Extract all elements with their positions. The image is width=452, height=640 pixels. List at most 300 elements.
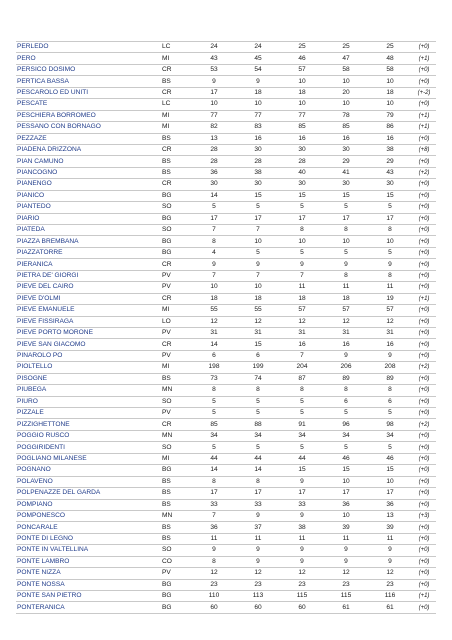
change-value: (+0) [412, 465, 436, 476]
count-5: 11 [368, 282, 412, 293]
table-row [16, 293, 436, 304]
province-code: MI [148, 362, 192, 373]
count-3: 11 [280, 533, 324, 544]
province-code: BS [148, 76, 192, 87]
count-5: 8 [368, 385, 412, 396]
change-value: (+0) [412, 179, 436, 190]
municipality-name: PIZZALE [16, 408, 148, 419]
count-2: 24 [236, 42, 280, 53]
count-1: 85 [192, 419, 236, 430]
table-row [16, 179, 436, 190]
municipality-name: PIANTEDO [16, 202, 148, 213]
table-row [16, 442, 436, 453]
count-3: 46 [280, 53, 324, 64]
count-3: 5 [280, 408, 324, 419]
count-2: 14 [236, 465, 280, 476]
count-1: 12 [192, 316, 236, 327]
municipality-name: PIATEDA [16, 225, 148, 236]
province-code: BS [148, 133, 192, 144]
count-2: 28 [236, 156, 280, 167]
count-3: 87 [280, 373, 324, 384]
municipality-name: POGNANO [16, 465, 148, 476]
count-5: 98 [368, 419, 412, 430]
count-2: 16 [236, 133, 280, 144]
change-value: (+0) [412, 350, 436, 361]
change-value: (+0) [412, 236, 436, 247]
change-value: (+0) [412, 442, 436, 453]
count-4: 30 [324, 179, 368, 190]
count-5: 23 [368, 579, 412, 590]
change-value: (+0) [412, 225, 436, 236]
count-3: 115 [280, 591, 324, 602]
count-1: 73 [192, 373, 236, 384]
count-4: 8 [324, 225, 368, 236]
province-code: BG [148, 579, 192, 590]
province-code: PV [148, 282, 192, 293]
change-value: (+0) [412, 476, 436, 487]
municipality-name: PIERANICA [16, 259, 148, 270]
count-4: 16 [324, 133, 368, 144]
count-1: 8 [192, 556, 236, 567]
count-3: 9 [280, 510, 324, 521]
count-3: 8 [280, 225, 324, 236]
table-row [16, 533, 436, 544]
count-1: 23 [192, 579, 236, 590]
count-3: 23 [280, 579, 324, 590]
count-3: 7 [280, 270, 324, 281]
table-row [16, 167, 436, 178]
municipality-name: PIANCOGNO [16, 167, 148, 178]
count-4: 10 [324, 476, 368, 487]
municipality-name: POGGIRIDENTI [16, 442, 148, 453]
count-4: 61 [324, 602, 368, 613]
count-1: 14 [192, 339, 236, 350]
table-row [16, 64, 436, 75]
count-5: 39 [368, 522, 412, 533]
change-value: (+0) [412, 282, 436, 293]
count-2: 10 [236, 236, 280, 247]
change-value: (+2) [412, 362, 436, 373]
count-2: 60 [236, 602, 280, 613]
count-3: 16 [280, 133, 324, 144]
municipality-name: PIAZZA BREMBANA [16, 236, 148, 247]
province-code: CR [148, 259, 192, 270]
count-1: 28 [192, 144, 236, 155]
table-row [16, 591, 436, 602]
count-4: 23 [324, 579, 368, 590]
province-code: LC [148, 99, 192, 110]
count-3: 5 [280, 396, 324, 407]
count-3: 91 [280, 419, 324, 430]
change-value: (+0) [412, 202, 436, 213]
province-code: CR [148, 64, 192, 75]
table-row [16, 419, 436, 430]
count-3: 77 [280, 110, 324, 121]
table-row [16, 579, 436, 590]
municipality-name: PONTE IN VALTELLINA [16, 545, 148, 556]
table-row [16, 236, 436, 247]
municipality-name: PIANICO [16, 190, 148, 201]
table-row [16, 488, 436, 499]
table-row [16, 133, 436, 144]
table-row [16, 144, 436, 155]
province-code: SO [148, 202, 192, 213]
count-2: 38 [236, 167, 280, 178]
change-value: (+0) [412, 76, 436, 87]
province-code: BS [148, 476, 192, 487]
count-5: 17 [368, 213, 412, 224]
change-value: (+1) [412, 53, 436, 64]
table-row [16, 568, 436, 579]
count-4: 78 [324, 110, 368, 121]
count-5: 34 [368, 430, 412, 441]
municipality-name: PIARIO [16, 213, 148, 224]
count-2: 9 [236, 556, 280, 567]
table-row [16, 430, 436, 441]
count-4: 206 [324, 362, 368, 373]
province-code: BS [148, 533, 192, 544]
count-3: 9 [280, 259, 324, 270]
municipality-name: PIANENGO [16, 179, 148, 190]
province-code: CR [148, 339, 192, 350]
table-row [16, 190, 436, 201]
count-3: 38 [280, 522, 324, 533]
table-row [16, 545, 436, 556]
change-value: (+0) [412, 430, 436, 441]
count-1: 18 [192, 293, 236, 304]
count-5: 15 [368, 465, 412, 476]
count-2: 7 [236, 225, 280, 236]
municipality-name: PIEVE EMANUELE [16, 305, 148, 316]
municipality-name: PINAROLO PO [16, 350, 148, 361]
change-value: (+0) [412, 488, 436, 499]
count-3: 18 [280, 87, 324, 98]
province-code: CR [148, 144, 192, 155]
count-5: 8 [368, 270, 412, 281]
count-2: 23 [236, 579, 280, 590]
count-5: 15 [368, 190, 412, 201]
count-5: 46 [368, 453, 412, 464]
count-5: 13 [368, 510, 412, 521]
count-3: 10 [280, 99, 324, 110]
province-code: BS [148, 499, 192, 510]
province-code: PV [148, 350, 192, 361]
change-value: (+0) [412, 316, 436, 327]
count-4: 15 [324, 465, 368, 476]
count-2: 30 [236, 144, 280, 155]
count-3: 85 [280, 122, 324, 133]
count-2: 5 [236, 202, 280, 213]
change-value: (+0) [412, 99, 436, 110]
count-2: 45 [236, 53, 280, 64]
province-code: SO [148, 545, 192, 556]
municipality-name: PIEVE SAN GIACOMO [16, 339, 148, 350]
count-1: 5 [192, 202, 236, 213]
count-2: 11 [236, 533, 280, 544]
count-1: 7 [192, 225, 236, 236]
table-row [16, 327, 436, 338]
count-1: 82 [192, 122, 236, 133]
province-code: BS [148, 373, 192, 384]
province-code: SO [148, 225, 192, 236]
count-4: 12 [324, 316, 368, 327]
table-row [16, 99, 436, 110]
count-3: 30 [280, 144, 324, 155]
change-value: (+0) [412, 339, 436, 350]
table-row [16, 213, 436, 224]
count-5: 57 [368, 305, 412, 316]
municipality-name: PIUBEGA [16, 385, 148, 396]
count-4: 8 [324, 385, 368, 396]
change-value: (+-2) [412, 87, 436, 98]
change-value: (+0) [412, 190, 436, 201]
count-3: 57 [280, 64, 324, 75]
count-2: 113 [236, 591, 280, 602]
count-4: 5 [324, 442, 368, 453]
table-row [16, 453, 436, 464]
table-row [16, 247, 436, 258]
province-code: BG [148, 591, 192, 602]
count-1: 17 [192, 87, 236, 98]
count-3: 5 [280, 442, 324, 453]
count-1: 4 [192, 247, 236, 258]
municipality-name: PIETRA DE' GIORGI [16, 270, 148, 281]
count-3: 28 [280, 156, 324, 167]
count-2: 18 [236, 87, 280, 98]
count-2: 12 [236, 316, 280, 327]
province-code: BG [148, 465, 192, 476]
count-5: 9 [368, 259, 412, 270]
count-1: 5 [192, 408, 236, 419]
province-code: CR [148, 87, 192, 98]
count-2: 33 [236, 499, 280, 510]
province-code: BG [148, 213, 192, 224]
table-row [16, 465, 436, 476]
count-4: 17 [324, 488, 368, 499]
count-1: 8 [192, 236, 236, 247]
count-3: 40 [280, 167, 324, 178]
count-2: 55 [236, 305, 280, 316]
count-4: 12 [324, 568, 368, 579]
count-1: 30 [192, 179, 236, 190]
municipality-name: PONCARALE [16, 522, 148, 533]
count-4: 34 [324, 430, 368, 441]
count-3: 31 [280, 327, 324, 338]
count-4: 20 [324, 87, 368, 98]
count-1: 53 [192, 64, 236, 75]
count-2: 8 [236, 476, 280, 487]
change-value: (+0) [412, 270, 436, 281]
count-5: 5 [368, 202, 412, 213]
province-code: CR [148, 419, 192, 430]
count-1: 7 [192, 270, 236, 281]
province-code: MN [148, 385, 192, 396]
count-1: 24 [192, 42, 236, 53]
municipality-name: PIEVE D'OLMI [16, 293, 148, 304]
count-2: 5 [236, 408, 280, 419]
table-body [16, 42, 436, 614]
table-row [16, 305, 436, 316]
count-1: 6 [192, 350, 236, 361]
count-1: 77 [192, 110, 236, 121]
province-code: MI [148, 305, 192, 316]
table-row [16, 110, 436, 121]
change-value: (+0) [412, 213, 436, 224]
count-2: 54 [236, 64, 280, 75]
province-code: CO [148, 556, 192, 567]
change-value: (+1) [412, 293, 436, 304]
count-4: 11 [324, 282, 368, 293]
table-row [16, 408, 436, 419]
change-value: (+0) [412, 602, 436, 613]
count-1: 31 [192, 327, 236, 338]
change-value: (+1) [412, 591, 436, 602]
count-4: 31 [324, 327, 368, 338]
change-value: (+0) [412, 156, 436, 167]
municipality-name: PONTE NIZZA [16, 568, 148, 579]
province-code: BG [148, 602, 192, 613]
province-code: LC [148, 42, 192, 53]
count-4: 17 [324, 213, 368, 224]
table-row [16, 42, 436, 53]
municipality-name: PONTE NOSSA [16, 579, 148, 590]
province-code: SO [148, 396, 192, 407]
change-value: (+0) [412, 568, 436, 579]
count-1: 8 [192, 385, 236, 396]
count-3: 18 [280, 293, 324, 304]
count-5: 38 [368, 144, 412, 155]
municipality-name: PERLEDO [16, 42, 148, 53]
count-4: 10 [324, 76, 368, 87]
count-1: 28 [192, 156, 236, 167]
count-2: 34 [236, 430, 280, 441]
table-row [16, 316, 436, 327]
count-5: 19 [368, 293, 412, 304]
municipality-name: PIEVE PORTO MORONE [16, 327, 148, 338]
count-3: 204 [280, 362, 324, 373]
change-value: (+0) [412, 579, 436, 590]
count-5: 48 [368, 53, 412, 64]
count-5: 116 [368, 591, 412, 602]
count-2: 17 [236, 213, 280, 224]
table-row [16, 76, 436, 87]
count-4: 85 [324, 122, 368, 133]
count-2: 9 [236, 510, 280, 521]
count-3: 10 [280, 76, 324, 87]
count-3: 33 [280, 499, 324, 510]
province-code: BS [148, 156, 192, 167]
municipality-name: POMPIANO [16, 499, 148, 510]
province-code: SO [148, 442, 192, 453]
count-1: 55 [192, 305, 236, 316]
count-2: 9 [236, 259, 280, 270]
province-code: MN [148, 510, 192, 521]
count-2: 83 [236, 122, 280, 133]
count-1: 36 [192, 167, 236, 178]
table-row [16, 499, 436, 510]
province-code: CR [148, 179, 192, 190]
count-1: 5 [192, 396, 236, 407]
table-row [16, 350, 436, 361]
count-5: 9 [368, 556, 412, 567]
count-4: 11 [324, 533, 368, 544]
count-2: 9 [236, 545, 280, 556]
change-value: (+0) [412, 499, 436, 510]
count-5: 10 [368, 99, 412, 110]
province-code: CR [148, 293, 192, 304]
table-row [16, 556, 436, 567]
province-code: BG [148, 190, 192, 201]
count-1: 43 [192, 53, 236, 64]
table-row [16, 396, 436, 407]
table-row [16, 362, 436, 373]
count-3: 5 [280, 202, 324, 213]
change-value: (+0) [412, 259, 436, 270]
municipality-name: PIAZZATORRE [16, 247, 148, 258]
count-1: 44 [192, 453, 236, 464]
count-2: 44 [236, 453, 280, 464]
count-5: 6 [368, 396, 412, 407]
count-1: 10 [192, 282, 236, 293]
province-code: MI [148, 110, 192, 121]
municipality-name: PIADENA DRIZZONA [16, 144, 148, 155]
municipality-name: PIEVE FISSIRAGA [16, 316, 148, 327]
change-value: (+0) [412, 373, 436, 384]
count-5: 43 [368, 167, 412, 178]
change-value: (+0) [412, 533, 436, 544]
count-2: 10 [236, 282, 280, 293]
count-4: 46 [324, 453, 368, 464]
count-3: 9 [280, 545, 324, 556]
count-4: 25 [324, 42, 368, 53]
count-1: 36 [192, 522, 236, 533]
table-row [16, 385, 436, 396]
count-3: 11 [280, 282, 324, 293]
table-row [16, 282, 436, 293]
province-code: BG [148, 247, 192, 258]
count-4: 8 [324, 270, 368, 281]
change-value: (+0) [412, 396, 436, 407]
count-5: 9 [368, 545, 412, 556]
count-3: 57 [280, 305, 324, 316]
count-5: 17 [368, 488, 412, 499]
count-1: 7 [192, 510, 236, 521]
count-3: 9 [280, 476, 324, 487]
municipality-name: PESCAROLO ED UNITI [16, 87, 148, 98]
count-4: 5 [324, 202, 368, 213]
count-1: 11 [192, 533, 236, 544]
count-5: 12 [368, 316, 412, 327]
province-code: MI [148, 453, 192, 464]
count-1: 17 [192, 488, 236, 499]
count-2: 5 [236, 396, 280, 407]
municipality-name: PERSICO DOSIMO [16, 64, 148, 75]
count-5: 5 [368, 247, 412, 258]
municipality-name: PIURO [16, 396, 148, 407]
table-row [16, 53, 436, 64]
municipality-name: POLAVENO [16, 476, 148, 487]
count-1: 8 [192, 476, 236, 487]
municipality-name: PEZZAZE [16, 133, 148, 144]
count-5: 12 [368, 568, 412, 579]
municipality-name: PONTE SAN PIETRO [16, 591, 148, 602]
count-1: 5 [192, 442, 236, 453]
count-5: 25 [368, 42, 412, 53]
count-5: 16 [368, 339, 412, 350]
municipality-name: PERO [16, 53, 148, 64]
count-1: 60 [192, 602, 236, 613]
count-2: 88 [236, 419, 280, 430]
